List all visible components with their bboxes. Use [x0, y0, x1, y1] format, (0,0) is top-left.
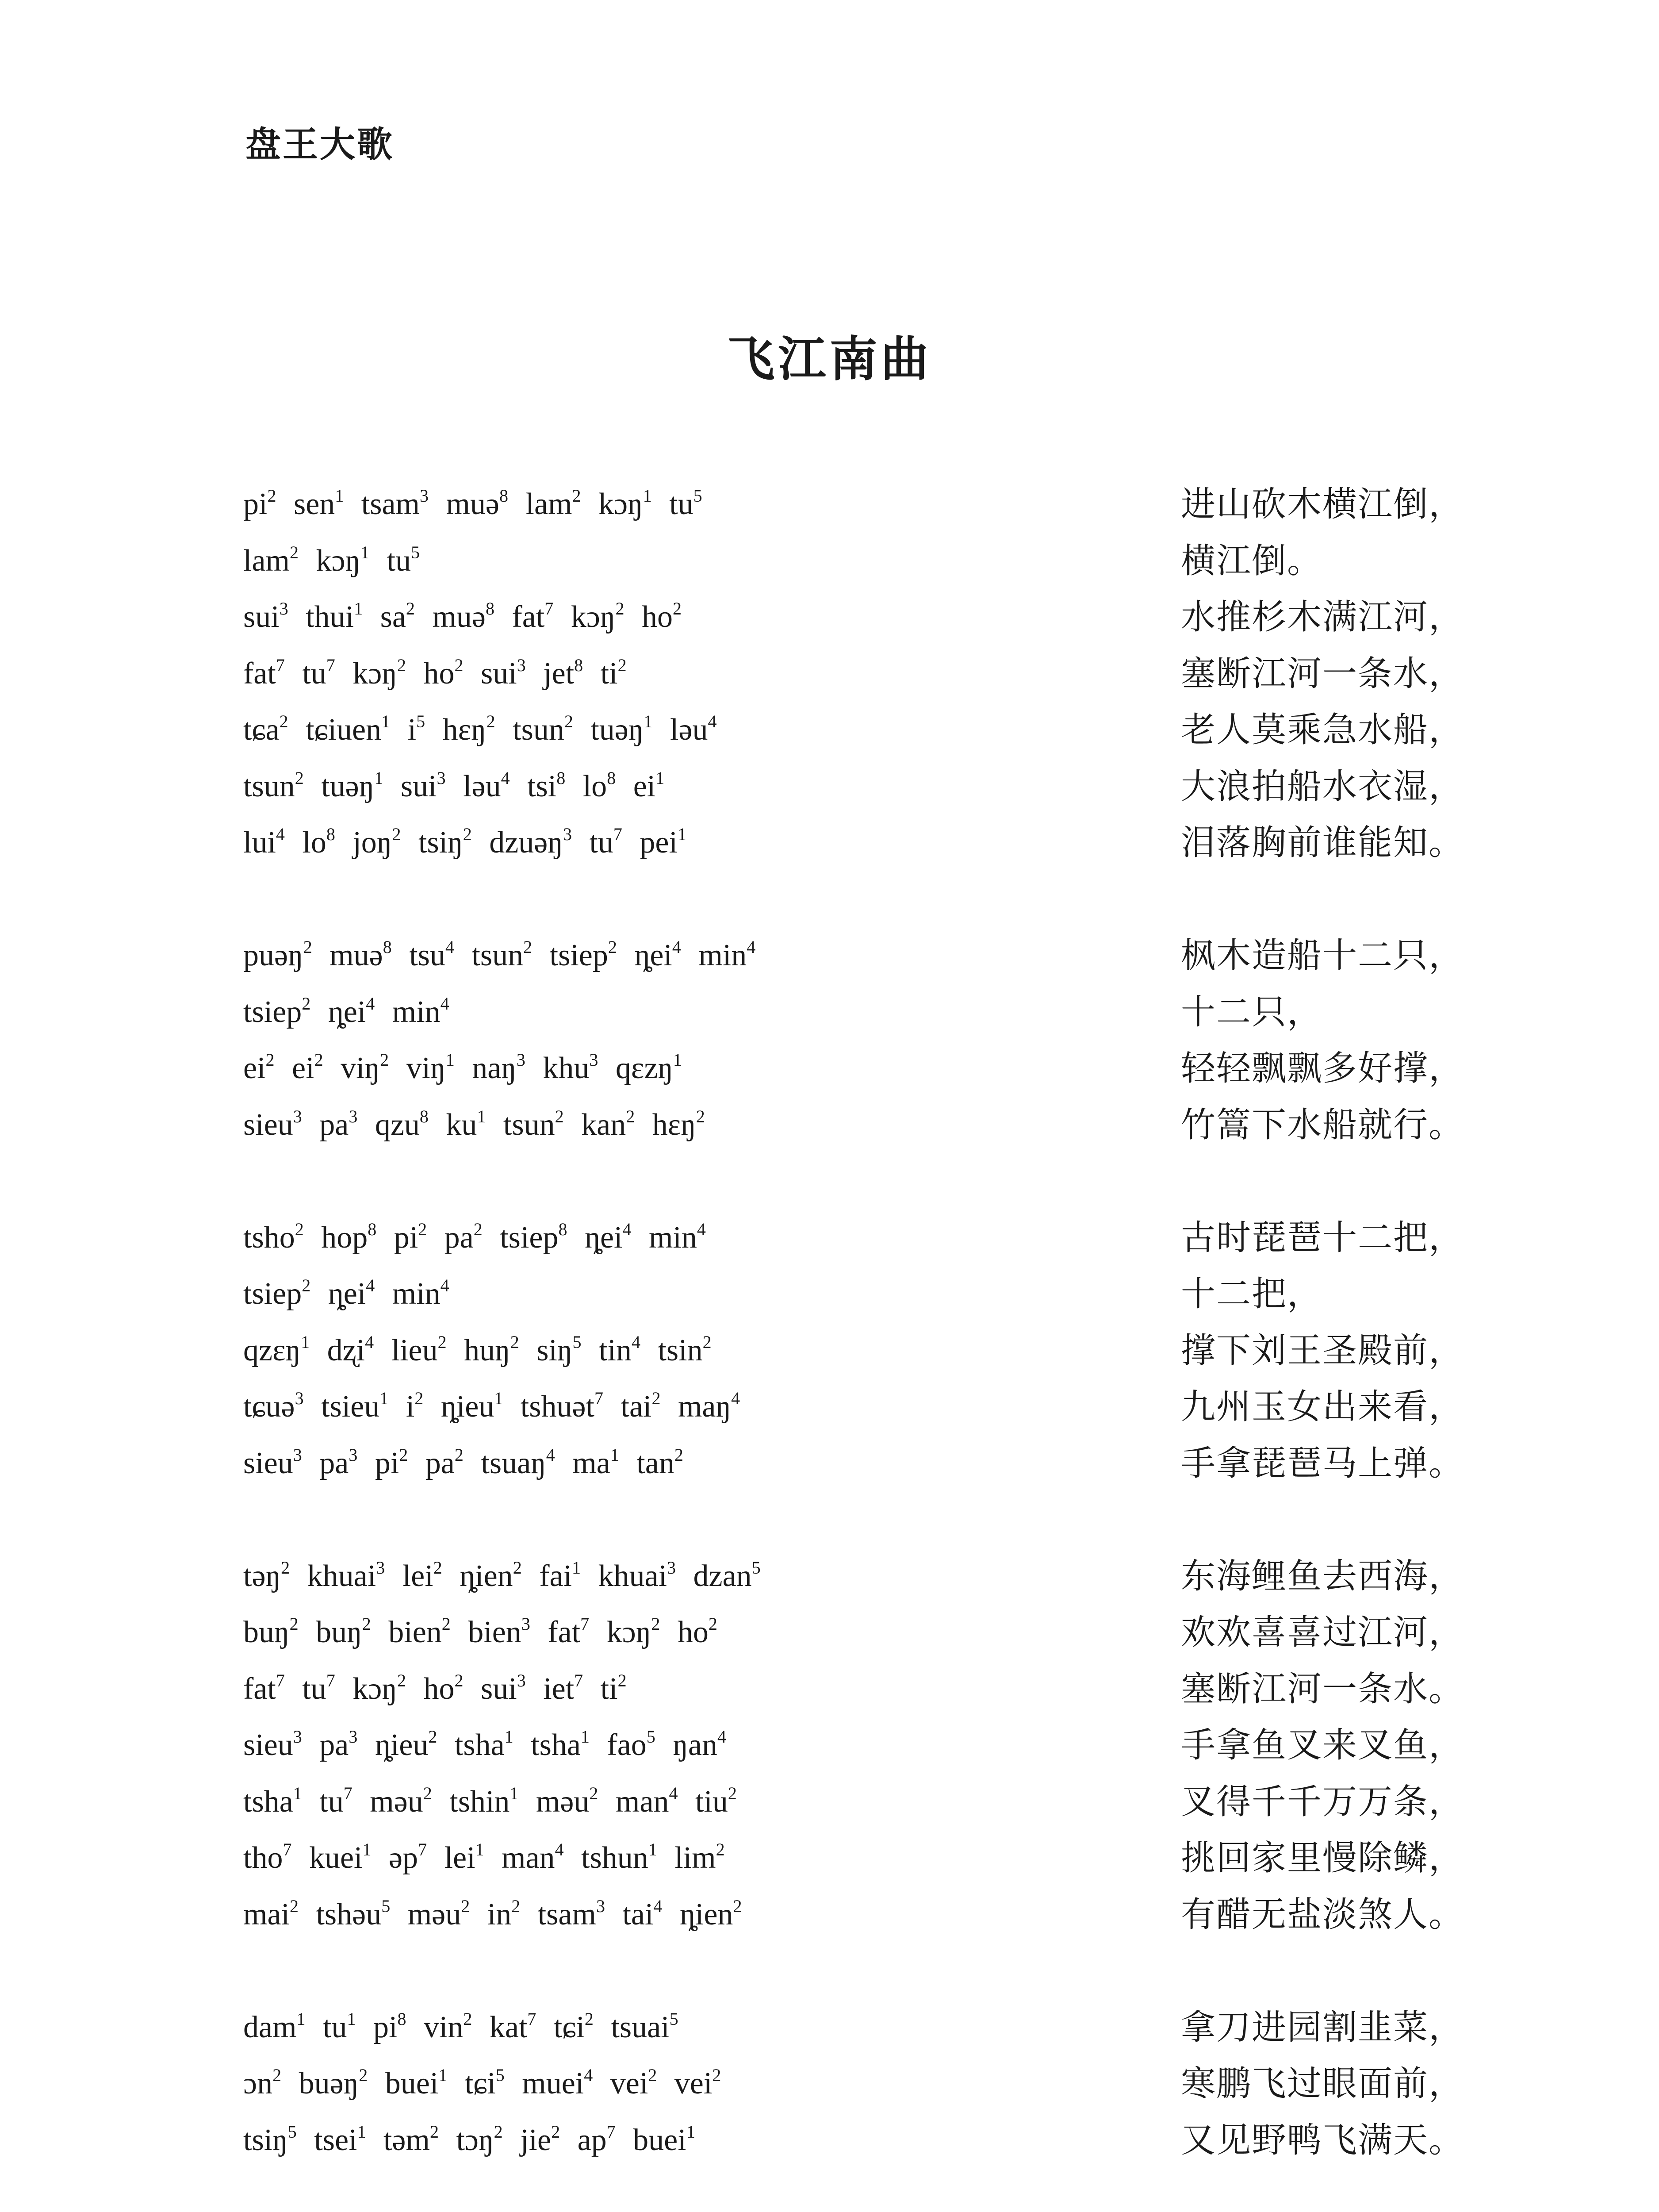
chinese-translation: 叉得千千万万条， [1181, 1782, 1464, 1822]
poem-line [243, 1721, 1464, 1774]
chinese-translation: 寒鹏飞过眼面前， [1181, 2064, 1464, 2104]
poem-line [243, 593, 1464, 646]
poem-line [243, 1552, 1464, 1605]
poem-line [243, 1778, 1464, 1831]
chinese-translation: 枫木造船十二只， [1181, 936, 1464, 975]
chinese-translation: 水推杉木满江河， [1181, 597, 1464, 637]
poem-line [243, 1834, 1464, 1887]
romanization-text: tsiep$^2$ ȵei$^4$ $\min^4$ [243, 1275, 449, 1311]
chinese-translation: 横江倒。 [1181, 541, 1323, 581]
poem-line [243, 1326, 1464, 1379]
chinese-translation: 撑下刘王圣殿前， [1181, 1330, 1464, 1371]
romanization-text: tsho$^2$ hop$^8$ $pi^2$ $pa^2$ tsiep$^8$ ȵei$^4$ $\min^4$ [243, 1219, 706, 1255]
romanization-text: sieu$^3$ $pa^3$ $pi^2$ $pa^2$ tsuaŋ$^4$ $ma^1$ $\tan^2$ [243, 1444, 683, 1480]
poem-line [243, 1382, 1464, 1436]
romanization-text: sieu$^3$ $pa^3$ qzu$^8$ $ku^1$ tsun$^2$ kan$^2$ hɛŋ$^2$ [243, 1106, 705, 1142]
poem-line [243, 1439, 1464, 1492]
poem-line [243, 1608, 1464, 1661]
romanization-text: lui$^4$ $lo^8$ joŋ$^2$ tsiŋ$^2$ dzuəŋ$^3$ $tu^7$ pei$^1$ [243, 824, 686, 860]
chinese-translation: 拿刀进园割韭菜， [1181, 2007, 1464, 2047]
chinese-translation: 进山砍木横江倒， [1181, 484, 1464, 524]
chinese-translation: 塞断江河一条水。 [1181, 1669, 1464, 1709]
chinese-translation: 有醋无盐淡煞人。 [1181, 1894, 1464, 1935]
poem-line [243, 762, 1464, 815]
chinese-translation: 手拿琵琶马上弹。 [1181, 1443, 1464, 1483]
poem-line [243, 2116, 1464, 2169]
poem-line [243, 480, 1464, 533]
chinese-translation: 又见野鸭飞满天。 [1181, 2120, 1464, 2160]
chinese-translation: 轻轻飘飘多好撑， [1181, 1048, 1464, 1088]
chinese-translation: 十二把， [1181, 1274, 1323, 1314]
romanization-text: sieu$^3$ $pa^3$ ȵieu$^2$ tsha$^1$ tsha$^1$ fao$^5$ ŋan$^4$ [243, 1727, 726, 1762]
poem-line [243, 706, 1464, 759]
poem-title: 飞江南曲 [727, 332, 932, 387]
romanization-text: mai$^2$ tshəu$^5$ məu$^2$ $in^2$ tsam$^3$ tai$^4$ ȵien$^2$ [243, 1896, 742, 1932]
poem-line [243, 1665, 1464, 1718]
poem-line [243, 649, 1464, 703]
chinese-translation: 欢欢喜喜过江河， [1181, 1613, 1464, 1652]
poem-line [243, 1214, 1464, 1267]
chinese-translation: 九州玉女出来看， [1181, 1387, 1464, 1427]
chinese-translation: 手拿鱼叉来叉鱼， [1181, 1725, 1464, 1765]
poem-line [243, 2003, 1464, 2056]
romanization-text: puəŋ$^2$ muə$^8$ tsu$^4$ tsun$^2$ tsiep$^2$ ȵei$^4$ $\min^4$ [243, 937, 756, 972]
poem-line [243, 1101, 1464, 1154]
chinese-translation: 老人莫乘急水船， [1181, 710, 1464, 750]
romanization-text: tsiep$^2$ ȵei$^4$ $\min^4$ [243, 993, 449, 1029]
poem-line [243, 931, 1464, 984]
poem-line [243, 2059, 1464, 2112]
romanization-text: buŋ$^2$ buŋ$^2$ bien$^2$ bien$^3$ fat$^7$ kɔŋ$^2$ $ho^2$ [243, 1614, 717, 1649]
romanization-text: $ei^2$ $ei^2$ viŋ$^2$ viŋ$^1$ naŋ$^3$ khu$^3$ qɛzŋ$^1$ [243, 1050, 682, 1085]
running-header: 盘王大歌 [245, 124, 394, 165]
chinese-translation: 大浪拍船水衣湿， [1181, 766, 1464, 806]
poem-line [243, 537, 1464, 590]
romanization-text: tsha$^1$ $tu^7$ məu$^2$ tshin$^1$ məu$^2$ man$^4$ tiu$^2$ [243, 1783, 737, 1819]
chinese-translation: 挑回家里慢除鳞， [1181, 1838, 1464, 1878]
poem-line [243, 1044, 1464, 1097]
poem-line [243, 1890, 1464, 1943]
romanization-text: tsiŋ$^5$ tsei$^1$ təm$^2$ tɔŋ$^2$ jie$^2$ $ap^7$ buei$^1$ [243, 2121, 695, 2157]
poem-line [243, 988, 1464, 1041]
chinese-translation: 十二只， [1181, 992, 1323, 1032]
romanization-text: təŋ$^2$ khuai$^3$ lei$^2$ ȵien$^2$ fai$^1$ khuai$^3$ dzan$^5$ [243, 1557, 761, 1593]
chinese-translation: 竹篙下水船就行。 [1181, 1105, 1464, 1145]
romanization-text: tɕuə$^3$ tsieu$^1$ $i^2$ ȵieu$^1$ tshuət$^7$ tai$^2$ maŋ$^4$ [243, 1388, 740, 1424]
romanization-text: dam$^1$ $tu^1$ $pi^8$ vin$^2$ kat$^7$ tɕi$^2$ tsuai$^5$ [243, 2008, 678, 2044]
chinese-translation: 东海鲤鱼去西海， [1181, 1556, 1464, 1596]
romanization-text: fat$^7$ $tu^7$ kɔŋ$^2$ $ho^2$ sui$^3$ jet$^8$ $ti^2$ [243, 655, 627, 691]
romanization-text: tsun$^2$ tuəŋ$^1$ sui$^3$ ləu$^4$ tsi$^8$ $lo^8$ $ei^1$ [243, 768, 665, 803]
romanization-text: fat$^7$ $tu^7$ kɔŋ$^2$ $ho^2$ sui$^3$ iet$^7$ $ti^2$ [243, 1670, 627, 1706]
romanization-text: $pi^2$ sen$^1$ tsam$^3$ muə$^8$ lam$^2$ kɔŋ$^1$ $tu^5$ [243, 486, 702, 521]
romanization-text: lam$^2$ kɔŋ$^1$ $tu^5$ [243, 542, 420, 578]
romanization-text: tho$^7$ kuei$^1$ əp$^7$ lei$^1$ man$^4$ tshun$^1$ $\lim^2$ [243, 1839, 725, 1875]
poem-line [243, 1270, 1464, 1323]
romanization-text: ɔn$^2$ buəŋ$^2$ buei$^1$ tɕi$^5$ muei$^4$ vei$^2$ vei$^2$ [243, 2065, 721, 2101]
romanization-text: tɕa$^2$ tɕiuen$^1$ $i^5$ hɛŋ$^2$ tsun$^2$ tuəŋ$^1$ ləu$^4$ [243, 711, 717, 747]
poem-line [243, 818, 1464, 872]
romanization-text: sui$^3$ thui$^1$ $sa^2$ muə$^8$ fat$^7$ kɔŋ$^2$ $ho^2$ [243, 599, 682, 634]
chinese-translation: 泪落胸前谁能知。 [1181, 823, 1464, 863]
chinese-translation: 古时琵琶十二把， [1181, 1217, 1464, 1258]
romanization-text: qzɛŋ$^1$ dʐi$^4$ lieu$^2$ huŋ$^2$ siŋ$^5$ tin$^4$ tsin$^2$ [243, 1332, 712, 1367]
chinese-translation: 塞断江河一条水， [1181, 653, 1464, 694]
